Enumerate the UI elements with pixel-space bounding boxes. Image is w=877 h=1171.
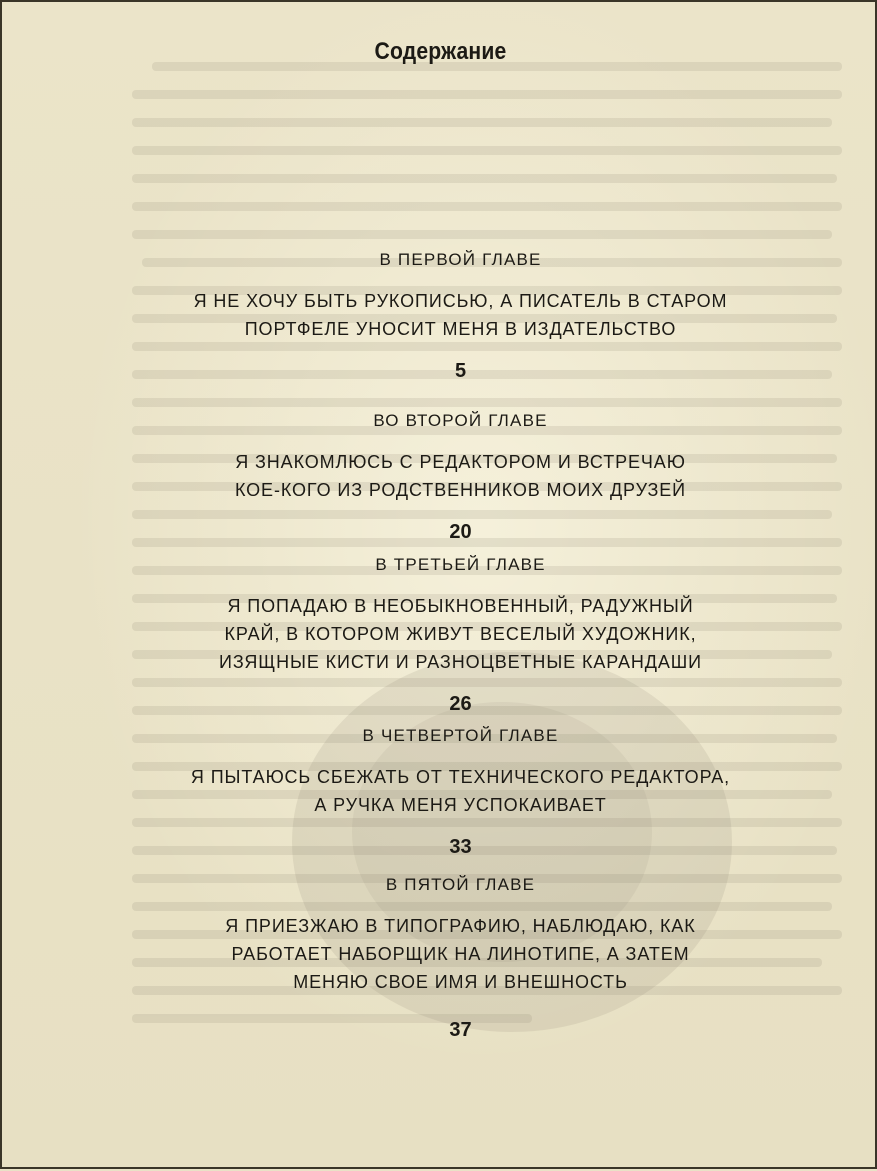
toc-entry-4	[122, 725, 799, 859]
toc-entry-5	[122, 874, 799, 1042]
description-line: ИЗЯЩНЫЕ КИСТИ И РАЗНОЦВЕТНЫЕ КАРАНДАШИ	[219, 652, 702, 672]
page-title: Содержание	[374, 38, 507, 65]
chapter-description	[122, 592, 799, 676]
description-line: МЕНЯЮ СВОЕ ИМЯ И ВНЕШНОСТЬ	[293, 972, 628, 992]
chapter-heading: ВО ВТОРОЙ ГЛАВЕ	[373, 411, 548, 430]
chapter-heading: В ПЕРВОЙ ГЛАВЕ	[379, 250, 542, 269]
description-line: КРАЙ, В КОТОРОМ ЖИВУТ ВЕСЕЛЫЙ ХУДОЖНИК,	[224, 624, 697, 644]
description-line: Я НЕ ХОЧУ БЫТЬ РУКОПИСЬЮ, А ПИСАТЕЛЬ В СТАРОМ	[193, 291, 728, 311]
description-line: А РУЧКА МЕНЯ УСПОКАИВАЕТ	[314, 795, 607, 815]
page-number: 26	[449, 693, 472, 715]
chapter-heading: В ЧЕТВЕРТОЙ ГЛАВЕ	[362, 726, 559, 745]
chapter-description	[122, 912, 799, 996]
chapter-heading: В ТРЕТЬЕЙ ГЛАВЕ	[375, 555, 546, 574]
chapter-description	[122, 448, 799, 504]
toc-entry-3	[122, 554, 799, 716]
chapter-heading: В ПЯТОЙ ГЛАВЕ	[385, 875, 536, 894]
toc-entry-1	[122, 249, 799, 383]
chapter-description	[122, 763, 799, 819]
chapter-description	[122, 287, 799, 343]
description-line: Я ЗНАКОМЛЮСЬ С РЕДАКТОРОМ И ВСТРЕЧАЮ	[235, 452, 686, 472]
description-line: Я ПРИЕЗЖАЮ В ТИПОГРАФИЮ, НАБЛЮДАЮ, КАК	[225, 916, 696, 936]
description-line: КОЕ-КОГО ИЗ РОДСТВЕННИКОВ МОИХ ДРУЗЕЙ	[234, 480, 687, 500]
page-number: 5	[454, 360, 467, 382]
description-line: Я ПОПАДАЮ В НЕОБЫКНОВЕННЫЙ, РАДУЖНЫЙ	[227, 596, 694, 616]
description-line: РАБОТАЕТ НАБОРЩИК НА ЛИНОТИПЕ, А ЗАТЕМ	[231, 944, 690, 964]
description-line: ПОРТФЕЛЕ УНОСИТ МЕНЯ В ИЗДАТЕЛЬСТВО	[244, 319, 677, 339]
page-number: 33	[449, 836, 472, 858]
description-line: Я ПЫТАЮСЬ СБЕЖАТЬ ОТ ТЕХНИЧЕСКОГО РЕДАКТОРА,	[190, 767, 731, 787]
page-number: 20	[449, 521, 472, 543]
toc-entry-2	[122, 410, 799, 544]
page-number: 37	[449, 1019, 472, 1041]
